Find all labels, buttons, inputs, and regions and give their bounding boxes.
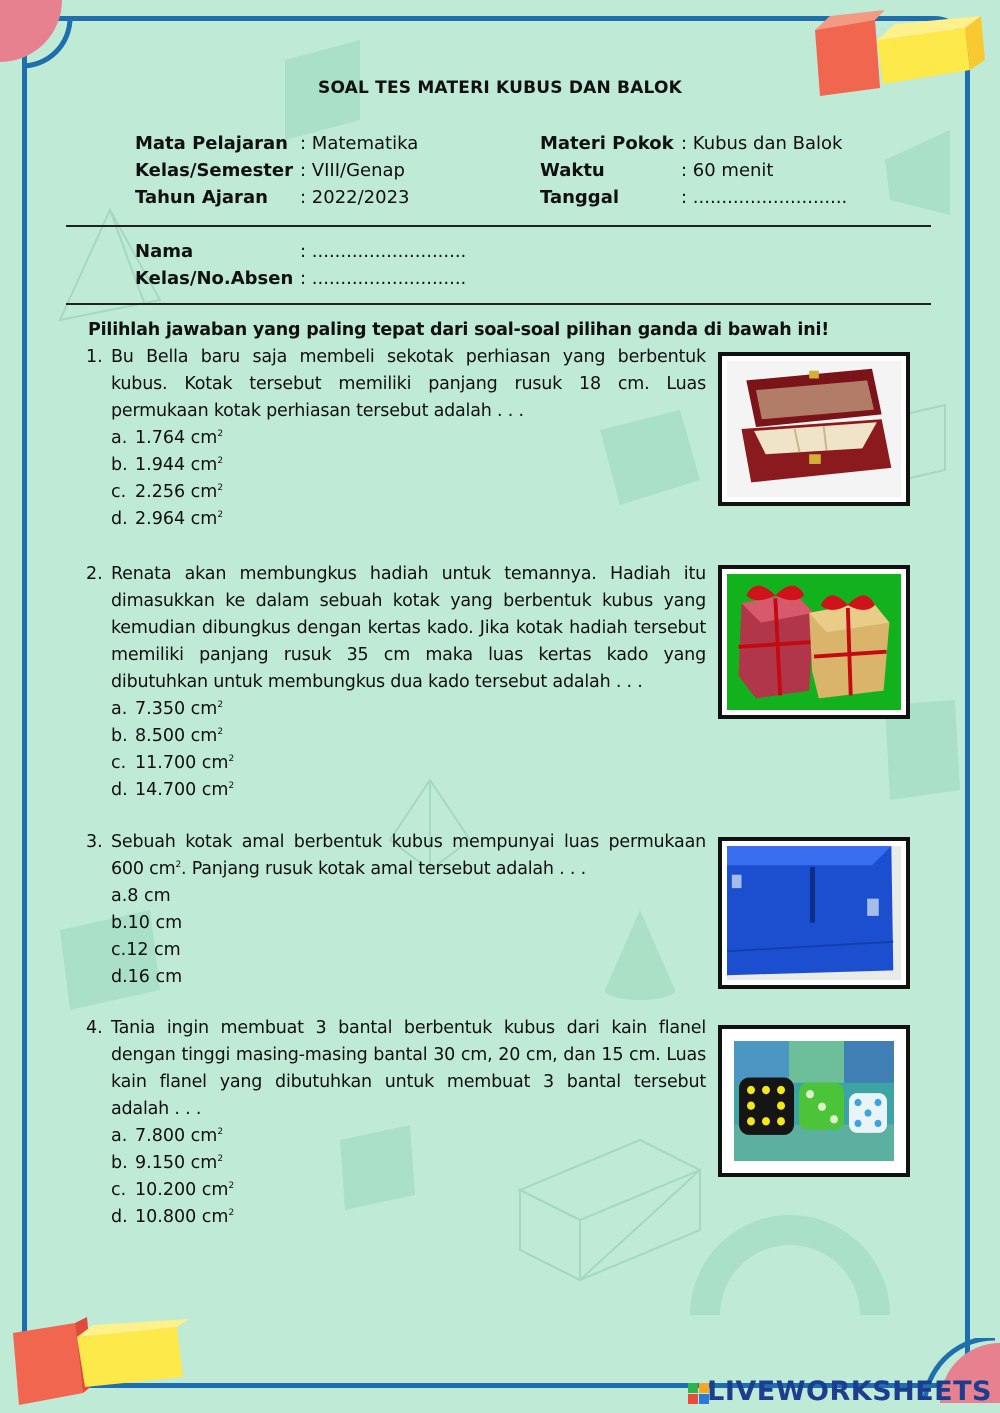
gift-boxes-photo [718, 565, 910, 719]
option-b[interactable]: b. 9.150 $cm^2$ [111, 1153, 224, 1173]
options-list [111, 425, 706, 533]
option-a[interactable]: a. 7.800 $cm^2$ [111, 1126, 224, 1146]
option-b[interactable]: b.10 cm [111, 913, 183, 933]
question-4 [86, 1015, 706, 1231]
jewelry-box-photo [718, 352, 910, 506]
question-text: Sebuah kotak amal berbentuk kubus mempunyai luas permukaan 600 $cm^2$. Panjang rusuk kotak amal tersebut adalah . . . [111, 832, 706, 879]
question-2 [86, 561, 706, 804]
class-value: : VIII/Genap [300, 160, 405, 181]
option-a[interactable]: a.8 cm [111, 886, 171, 906]
donation-box-photo [718, 837, 910, 989]
question-3 [86, 829, 706, 991]
dice-pillows-photo [718, 1025, 910, 1177]
options-list [111, 1123, 706, 1231]
options-list [111, 696, 706, 804]
option-d[interactable]: d. 14.700 $cm^2$ [111, 780, 235, 800]
options-list [111, 883, 706, 991]
top-left-corner-decoration [0, 0, 90, 90]
time-label: Waktu [540, 160, 605, 181]
option-d[interactable]: d.16 cm [111, 967, 183, 987]
subject-value: : Matematika [300, 133, 419, 154]
option-b[interactable]: b. 1.944 $cm^2$ [111, 455, 224, 475]
question-number: 2. [86, 564, 103, 584]
header-divider-top [66, 225, 931, 227]
option-d[interactable]: d. 2.964 $cm^2$ [111, 509, 224, 529]
class-label: Kelas/Semester [135, 160, 293, 181]
year-label: Tahun Ajaran [135, 187, 268, 208]
subject-label: Mata Pelajaran [135, 133, 288, 154]
year-value: : 2022/2023 [300, 187, 410, 208]
option-c[interactable]: c. 11.700 $cm^2$ [111, 753, 235, 773]
class-number-label: Kelas/No.Absen [135, 268, 294, 289]
question-number: 1. [86, 347, 103, 367]
time-value: : 60 menit [681, 160, 774, 181]
option-c[interactable]: c.12 cm [111, 940, 181, 960]
option-a[interactable]: a. 1.764 $cm^2$ [111, 428, 224, 448]
liveworksheets-logo-text[interactable]: LIVEWORKSHEETS [707, 1376, 992, 1407]
bottom-left-cubes-decoration [5, 1315, 195, 1413]
name-label: Nama [135, 241, 194, 262]
question-number: 4. [86, 1018, 103, 1038]
header-divider-bottom [66, 303, 931, 305]
worksheet-title: SOAL TES MATERI KUBUS DAN BALOK [318, 78, 682, 98]
question-1 [86, 344, 706, 533]
question-text: Tania ingin membuat 3 bantal berbentuk kubus dari kain flanel dengan tinggi masing-masing bantal 30 cm, 20 cm, dan 15 cm. Luas kain flanel yang dibutuhkan untuk membuat 3 bantal tersebut adalah . . . [111, 1018, 706, 1119]
question-text: Renata akan membungkus hadiah untuk temannya. Hadiah itu dimasukkan ke dalam sebuah kotak yang berbentuk kubus yang kemudian dibungkus dengan kertas kado. Jika kotak hadiah tersebut memiliki panjang rusuk 35 cm maka luas kertas kado yang dibutuhkan untuk membungkus dua kado tersebut adalah . . . [111, 564, 706, 692]
option-b[interactable]: b. 8.500 $cm^2$ [111, 726, 224, 746]
date-label: Tanggal [540, 187, 620, 208]
option-d[interactable]: d. 10.800 $cm^2$ [111, 1207, 235, 1227]
option-c[interactable]: c. 2.256 $cm^2$ [111, 482, 224, 502]
option-c[interactable]: c. 10.200 $cm^2$ [111, 1180, 235, 1200]
name-field[interactable]: : ........................... [300, 241, 467, 262]
date-field[interactable]: : ........................... [681, 187, 848, 208]
class-number-field[interactable]: : ........................... [300, 268, 467, 289]
topic-label: Materi Pokok [540, 133, 674, 154]
topic-value: : Kubus dan Balok [681, 133, 843, 154]
question-number: 3. [86, 832, 103, 852]
instruction-text: Pilihlah jawaban yang paling tepat dari soal-soal pilihan ganda di bawah ini! [88, 320, 830, 340]
option-a[interactable]: a. 7.350 $cm^2$ [111, 699, 224, 719]
question-text: Bu Bella baru saja membeli sekotak perhiasan yang berbentuk kubus. Kotak tersebut memiliki panjang rusuk 18 cm. Luas permukaan kotak perhiasan tersebut adalah . . . [111, 347, 706, 421]
